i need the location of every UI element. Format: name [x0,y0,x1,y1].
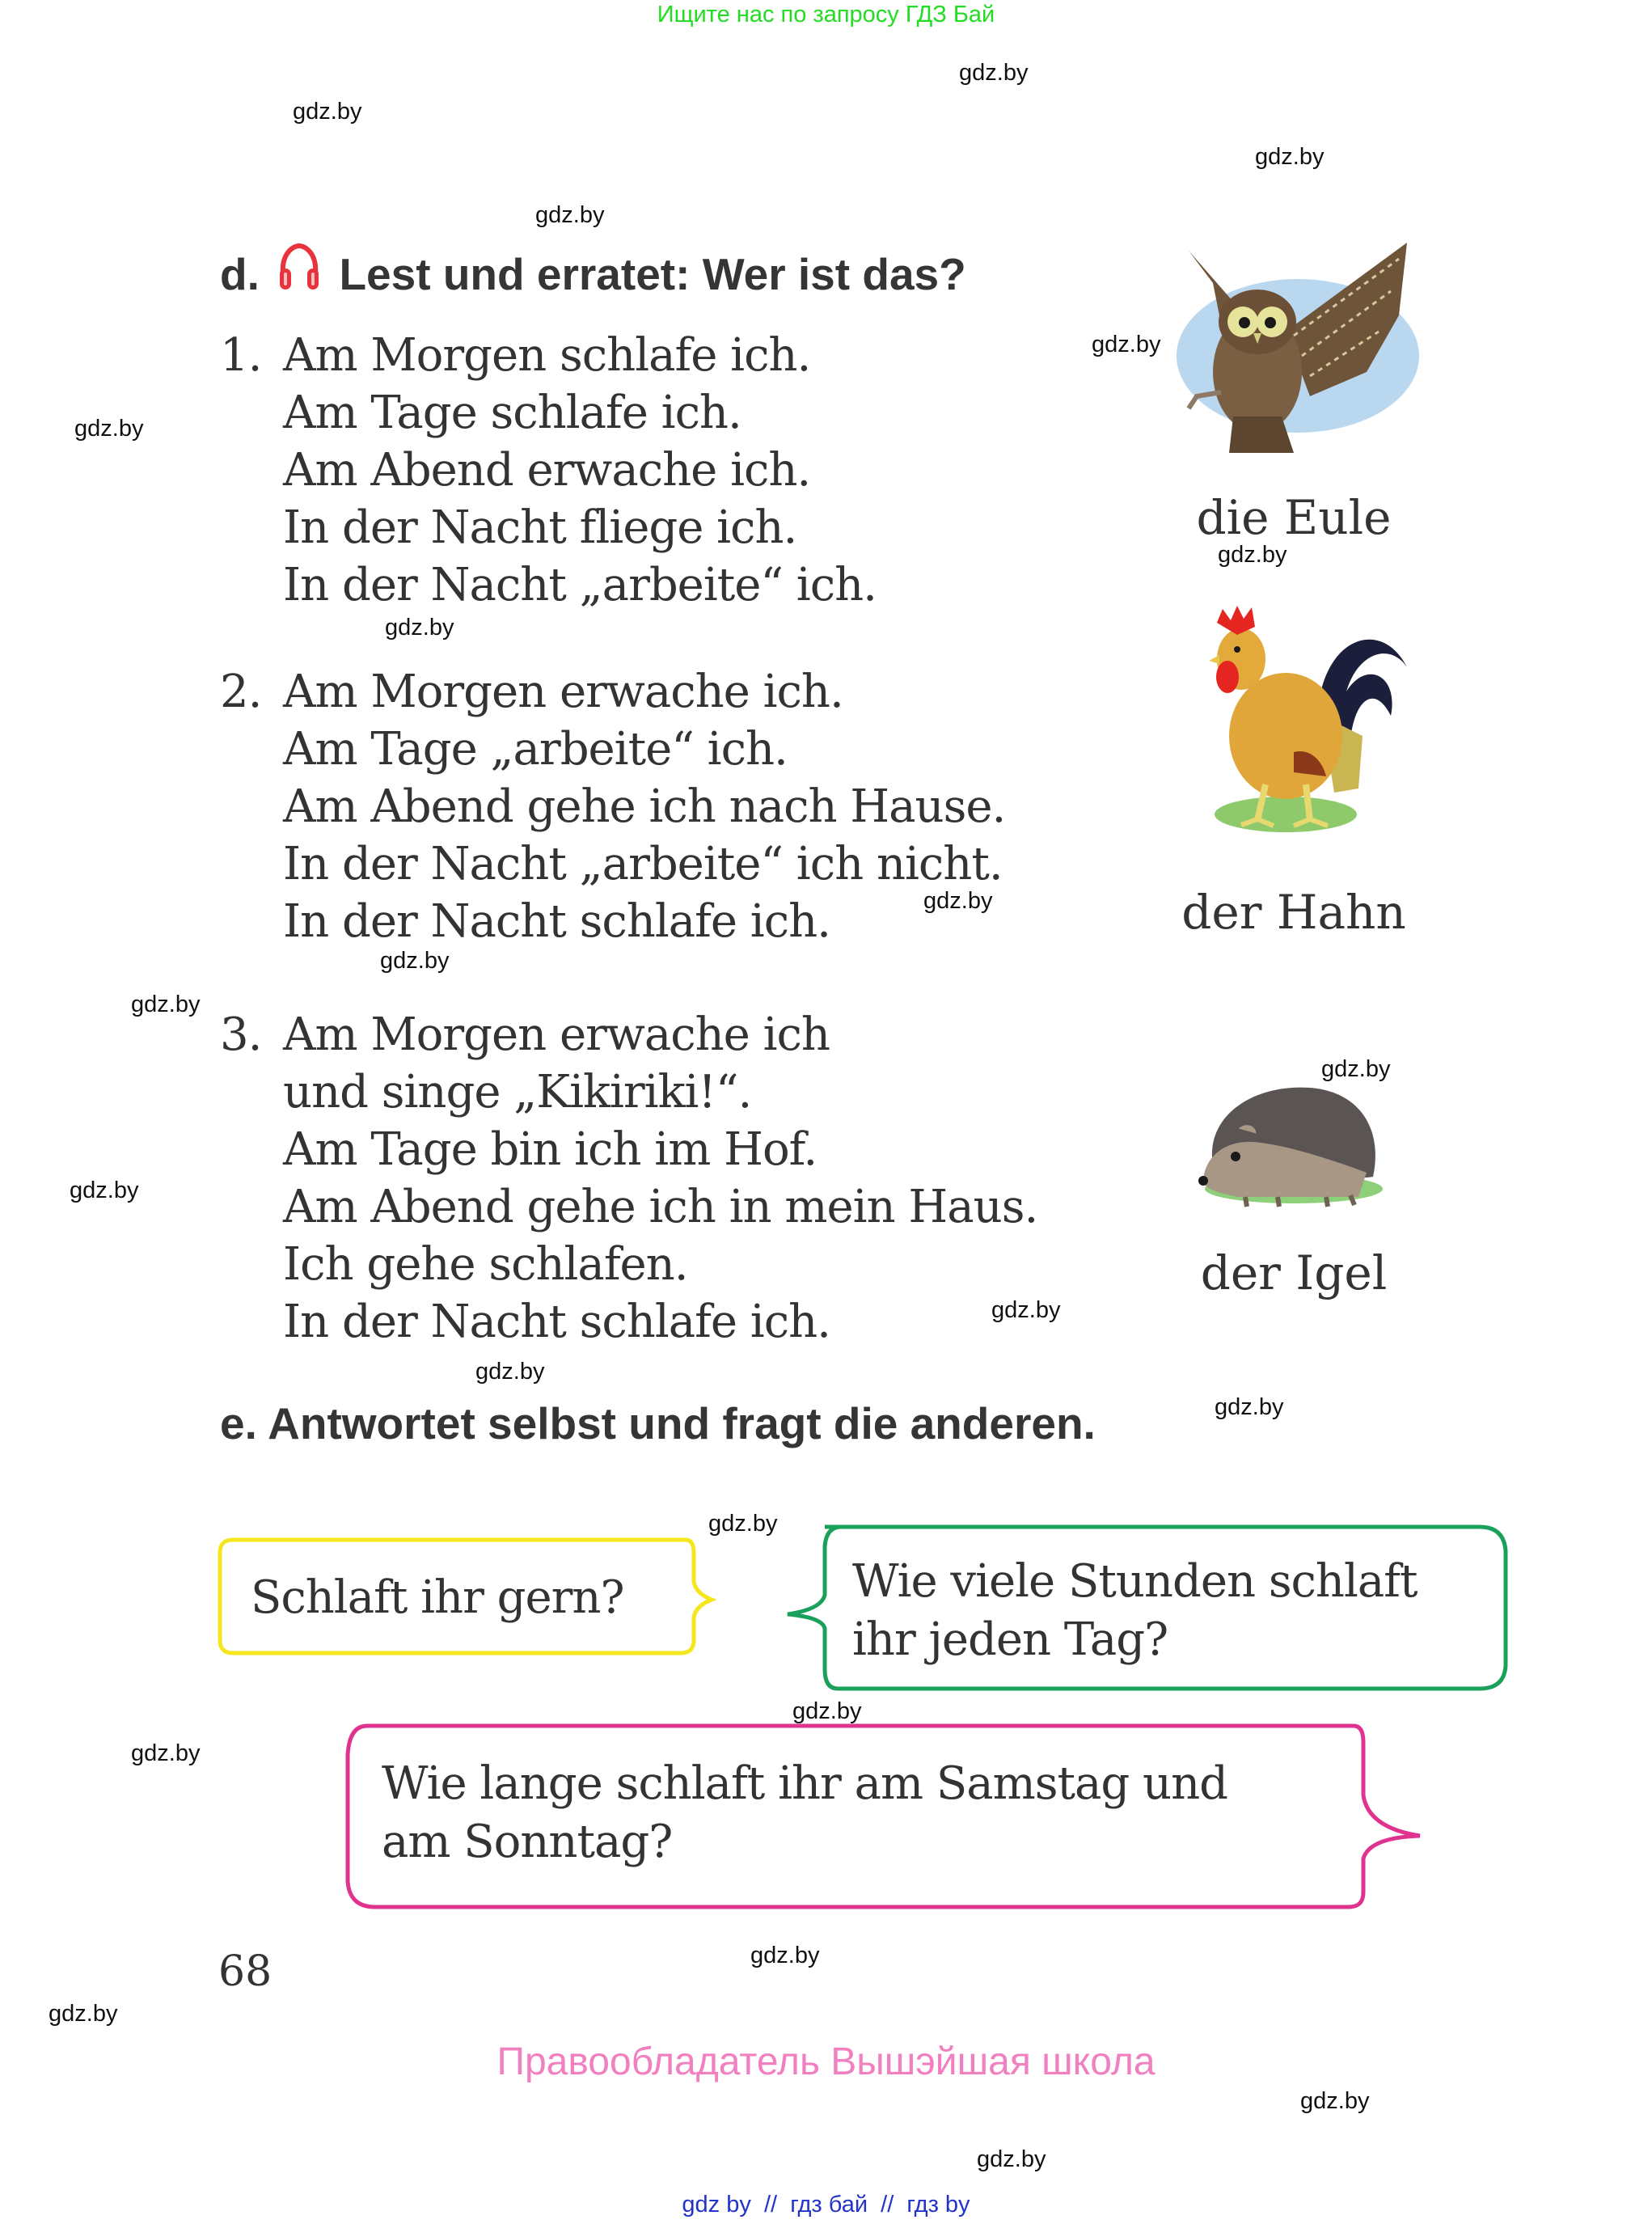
riddle-line: In der Nacht „arbeite“ ich nicht. [283,838,1003,890]
riddle-line: In der Nacht schlafe ich. [283,895,830,948]
riddle-line: Am Morgen schlafe ich. [283,329,811,382]
watermark: gdz.by [792,1698,862,1724]
watermark: gdz.by [959,60,1029,86]
watermark: gdz.by [131,1740,201,1766]
riddle-line: In der Nacht „arbeite“ ich. [283,559,877,611]
watermark: gdz.by [385,615,454,641]
riddle-line: Ich gehe schlafen. [283,1238,688,1291]
watermark: gdz.by [1215,1394,1284,1420]
animal-caption-owl: die Eule [1196,490,1392,545]
top-banner[interactable]: Ищите нас по запросу ГДЗ Бай [657,2,995,27]
watermark: gdz.by [131,991,201,1017]
watermark: gdz.by [750,1943,820,1968]
riddle-line: Am Abend erwache ich. [283,444,811,497]
riddle-2 [220,663,1005,950]
riddle-line: Am Morgen erwache ich. [283,666,843,718]
riddle-number: 1. [220,329,262,382]
bubble-line: am Sonntag? [382,1816,673,1868]
watermark: gdz.by [977,2146,1046,2172]
section-title: Lest und erratet: Wer ist das? [339,249,966,299]
watermark: gdz.by [1255,144,1325,170]
watermark: gdz.by [1092,332,1161,357]
riddle-line: Am Tage „arbeite“ ich. [283,723,788,776]
riddle-line: und singe „Kikiriki!“. [283,1066,752,1118]
watermark: gdz.by [475,1359,545,1385]
footer-links[interactable]: gdz by // гдз бай // гдз by [682,2192,970,2218]
watermark: gdz.by [535,202,605,228]
bubble-text [852,1553,1418,1669]
bubble-line: Wie lange schlaft ihr am Samstag und [382,1757,1228,1810]
bubble-line: Wie viele Stunden schlaft [852,1555,1418,1608]
section-e-heading [220,1397,1096,1449]
section-d-heading [220,243,966,300]
riddle-3 [220,1006,1037,1351]
speech-bubble-yellow [217,1537,718,1658]
speech-bubble-green [784,1524,1512,1693]
watermark: gdz.by [1300,2088,1370,2114]
rooster-illustration [1172,603,1415,845]
riddle-number: 2. [220,666,262,718]
animal-caption-hedgehog: der Igel [1200,1245,1388,1300]
owl-illustration [1164,235,1423,469]
watermark: gdz.by [1321,1056,1391,1082]
watermark: gdz.by [49,2001,118,2027]
riddle-1 [220,327,877,614]
riddle-line: In der Nacht fliege ich. [283,501,797,554]
page-number: 68 [218,1947,273,1996]
section-letter: e. [220,1398,257,1448]
headphones-icon[interactable] [277,243,322,293]
rights-holder: Правообладатель Вышэйшая школа [496,2040,1156,2083]
section-title: Antwortet selbst und fragt die anderen. [268,1398,1096,1448]
watermark: gdz.by [70,1178,139,1203]
riddle-line: Am Abend gehe ich nach Hause. [283,780,1006,833]
section-letter: d. [220,249,260,299]
riddle-line: In der Nacht schlafe ich. [283,1296,830,1348]
bubble-text: Schlaft ihr gern? [251,1571,624,1624]
watermark: gdz.by [1218,542,1287,568]
riddle-number: 3. [220,1008,262,1061]
riddle-line: Am Tage bin ich im Hof. [283,1123,818,1176]
bubble-text [382,1755,1227,1871]
watermark: gdz.by [708,1511,778,1537]
riddle-line: Am Morgen erwache ich [283,1008,830,1061]
watermark: gdz.by [923,888,993,914]
watermark: gdz.by [74,416,144,442]
watermark: gdz.by [293,99,362,125]
bubble-line: ihr jeden Tag? [852,1613,1168,1666]
hedgehog-illustration [1189,1084,1391,1213]
watermark: gdz.by [991,1297,1061,1323]
speech-bubble-pink [343,1723,1426,1917]
riddle-line: Am Abend gehe ich in mein Haus. [283,1181,1038,1233]
riddle-line: Am Tage schlafe ich. [283,387,741,439]
animal-caption-rooster: der Hahn [1181,885,1406,940]
watermark: gdz.by [380,948,450,974]
